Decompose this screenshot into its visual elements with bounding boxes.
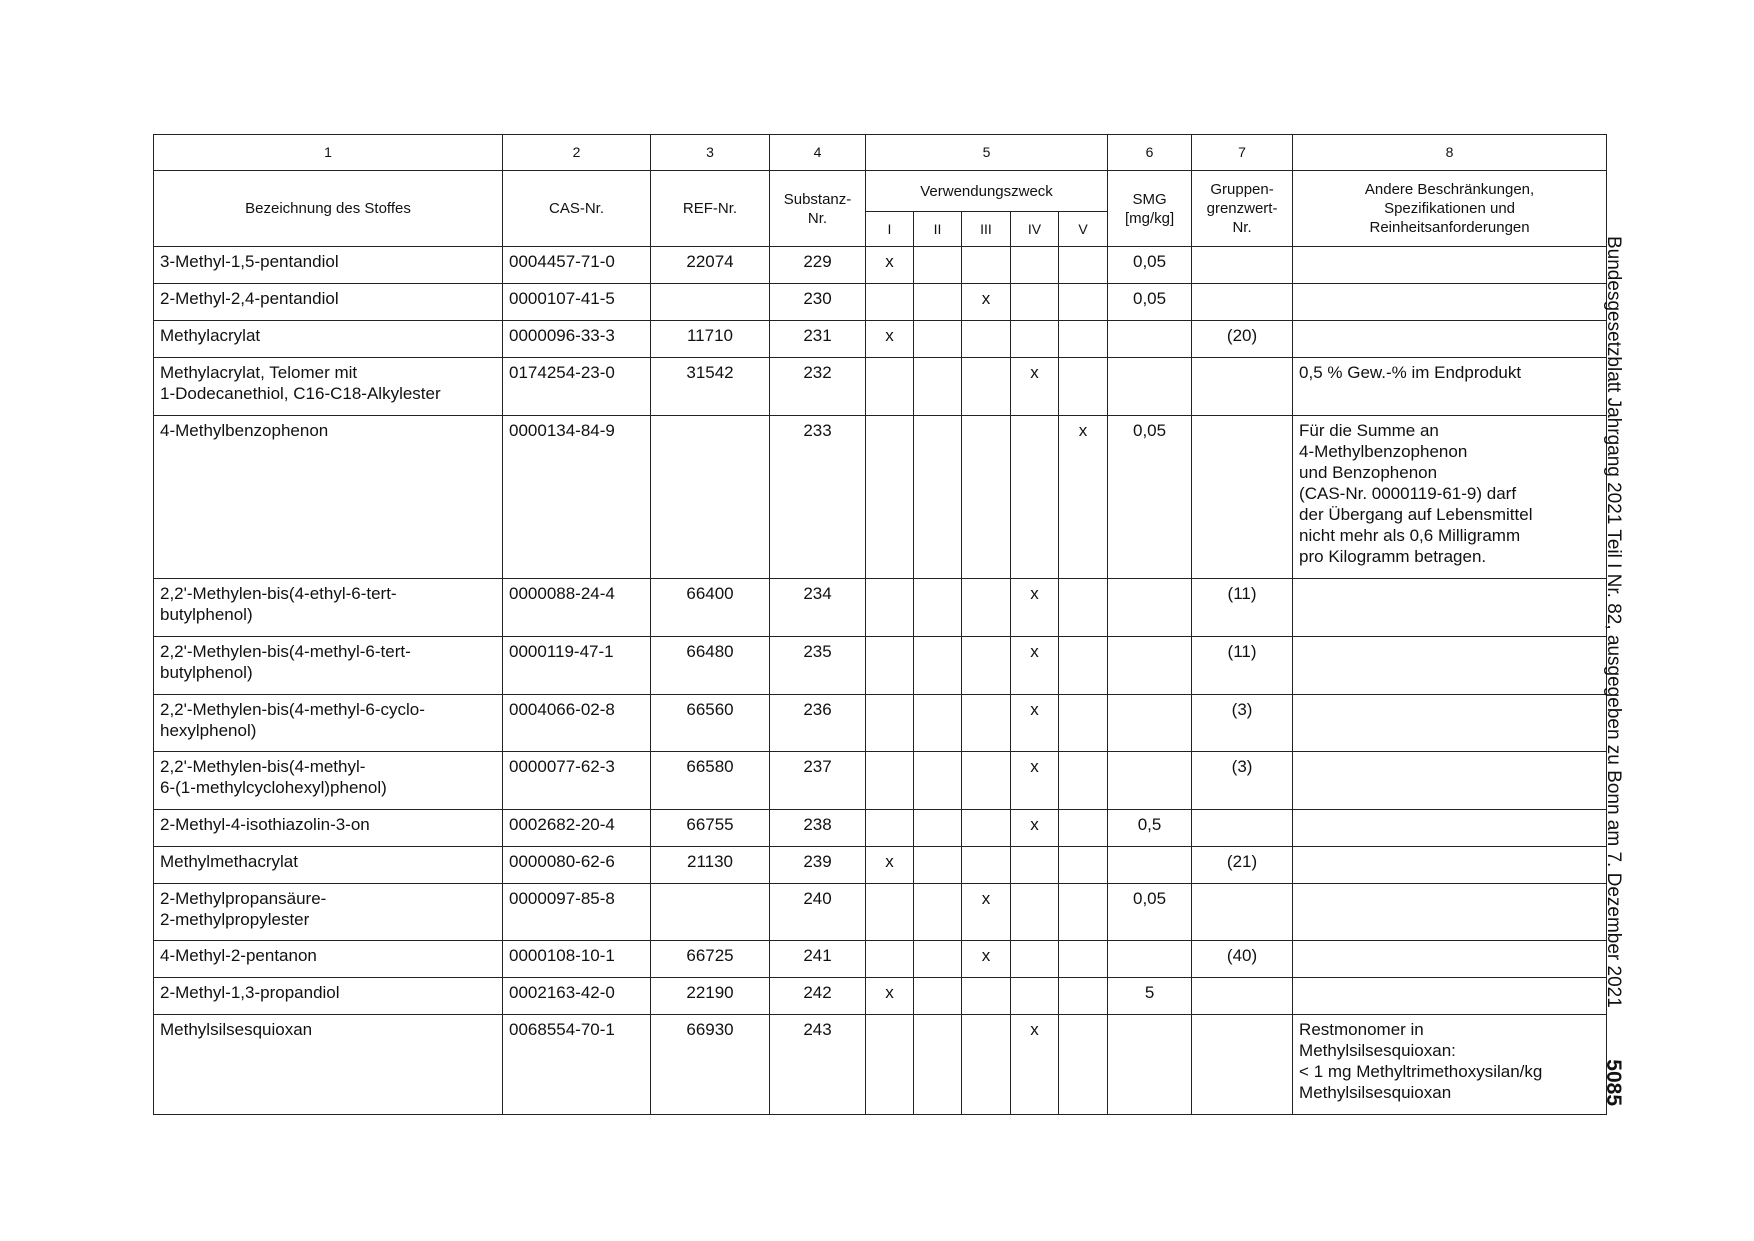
purpose-mark (1059, 847, 1108, 884)
cas-number: 0068554-70-1 (503, 1015, 651, 1115)
other-restrictions (1293, 247, 1607, 284)
smg-value: 0,05 (1108, 247, 1192, 284)
purpose-mark (866, 941, 914, 978)
substance-name: 2-Methyl-1,3-propandiol (154, 978, 503, 1015)
column-number: 2 (503, 135, 651, 171)
purpose-mark: x (1011, 752, 1059, 810)
column-number: 6 (1108, 135, 1192, 171)
group-limit-number (1192, 978, 1293, 1015)
smg-value (1108, 1015, 1192, 1115)
ref-number: 22190 (651, 978, 770, 1015)
purpose-mark (1059, 637, 1108, 695)
header-row (154, 171, 1607, 212)
header-cas: CAS-Nr. (503, 171, 651, 247)
smg-value: 0,05 (1108, 884, 1192, 941)
purpose-mark (914, 884, 962, 941)
cas-number: 0000134-84-9 (503, 416, 651, 579)
purpose-mark (1059, 247, 1108, 284)
purpose-mark (866, 284, 914, 321)
substance-number: 232 (770, 358, 866, 416)
group-limit-number: (11) (1192, 579, 1293, 637)
substances-table (153, 134, 1607, 1115)
other-restrictions (1293, 752, 1607, 810)
other-restrictions (1293, 284, 1607, 321)
purpose-column-header: V (1059, 212, 1108, 247)
column-number: 4 (770, 135, 866, 171)
substance-number: 242 (770, 978, 866, 1015)
purpose-column-header: II (914, 212, 962, 247)
other-restrictions (1293, 637, 1607, 695)
substance-name: 2,2'-Methylen-bis(4-methyl-6-cyclo- hexylphenol) (154, 695, 503, 752)
cas-number: 0000108-10-1 (503, 941, 651, 978)
table-row (154, 810, 1607, 847)
group-limit-number: (3) (1192, 752, 1293, 810)
column-number: 1 (154, 135, 503, 171)
other-restrictions: Für die Summe an 4-Methylbenzophenon und Benzophenon (CAS-Nr. 0000119-61-9) darf der Übergang auf Lebensmittel nicht mehr als 0,6 Milligramm pro Kilogramm betragen. (1293, 416, 1607, 579)
table-row (154, 637, 1607, 695)
table-row (154, 416, 1607, 579)
purpose-mark (914, 579, 962, 637)
purpose-mark: x (1011, 358, 1059, 416)
substance-name: 2,2'-Methylen-bis(4-ethyl-6-tert- butylphenol) (154, 579, 503, 637)
smg-value (1108, 752, 1192, 810)
column-number: 3 (651, 135, 770, 171)
purpose-mark: x (866, 978, 914, 1015)
smg-value (1108, 358, 1192, 416)
header-verwendungszweck: Verwendungszweck (866, 171, 1108, 212)
purpose-mark: x (1011, 1015, 1059, 1115)
purpose-mark: x (1011, 810, 1059, 847)
table-row (154, 847, 1607, 884)
group-limit-number (1192, 810, 1293, 847)
purpose-mark (962, 847, 1011, 884)
header-substanz: Substanz- Nr. (770, 171, 866, 247)
cas-number: 0000096-33-3 (503, 321, 651, 358)
purpose-mark (1011, 284, 1059, 321)
purpose-mark: x (866, 847, 914, 884)
purpose-mark (962, 321, 1011, 358)
other-restrictions (1293, 978, 1607, 1015)
substance-name: 2-Methyl-2,4-pentandiol (154, 284, 503, 321)
table-row (154, 695, 1607, 752)
purpose-mark (866, 752, 914, 810)
smg-value: 0,05 (1108, 284, 1192, 321)
substance-number: 230 (770, 284, 866, 321)
purpose-mark (866, 884, 914, 941)
substance-name: 2,2'-Methylen-bis(4-methyl- 6-(1-methylcyclohexyl)phenol) (154, 752, 503, 810)
purpose-mark (1059, 978, 1108, 1015)
substance-number: 243 (770, 1015, 866, 1115)
group-limit-number: (3) (1192, 695, 1293, 752)
purpose-mark: x (1011, 579, 1059, 637)
purpose-mark (1059, 284, 1108, 321)
substance-name: 4-Methylbenzophenon (154, 416, 503, 579)
cas-number: 0000119-47-1 (503, 637, 651, 695)
cas-number: 0000088-24-4 (503, 579, 651, 637)
substance-name: 4-Methyl-2-pentanon (154, 941, 503, 978)
other-restrictions (1293, 847, 1607, 884)
purpose-mark: x (1011, 695, 1059, 752)
purpose-mark (914, 695, 962, 752)
column-number: 7 (1192, 135, 1293, 171)
group-limit-number (1192, 247, 1293, 284)
other-restrictions (1293, 810, 1607, 847)
ref-number: 66400 (651, 579, 770, 637)
purpose-mark (914, 284, 962, 321)
header-ref: REF-Nr. (651, 171, 770, 247)
ref-number: 66560 (651, 695, 770, 752)
purpose-column-header: IV (1011, 212, 1059, 247)
ref-number (651, 284, 770, 321)
purpose-mark (866, 695, 914, 752)
purpose-mark (1011, 247, 1059, 284)
substance-name: 2-Methylpropansäure- 2-methylpropylester (154, 884, 503, 941)
purpose-mark (914, 847, 962, 884)
substance-name: Methylsilsesquioxan (154, 1015, 503, 1115)
purpose-mark (914, 247, 962, 284)
table-row (154, 978, 1607, 1015)
ref-number: 66725 (651, 941, 770, 978)
other-restrictions: Restmonomer in Methylsilsesquioxan: < 1 mg Methyltrimethoxysilan/kg Methylsilsesquioxan (1293, 1015, 1607, 1115)
purpose-mark (914, 637, 962, 695)
column-number: 8 (1293, 135, 1607, 171)
smg-value (1108, 847, 1192, 884)
purpose-mark (962, 978, 1011, 1015)
other-restrictions (1293, 579, 1607, 637)
purpose-mark (1059, 884, 1108, 941)
ref-number (651, 884, 770, 941)
column-number: 5 (866, 135, 1108, 171)
substance-number: 237 (770, 752, 866, 810)
substance-name: 2,2'-Methylen-bis(4-methyl-6-tert- butylphenol) (154, 637, 503, 695)
other-restrictions (1293, 941, 1607, 978)
publication-title: Bundesgesetzblatt Jahrgang 2021 Teil I Nr. 82, ausgegeben zu Bonn am 7. Dezember 2021 (1603, 236, 1624, 1008)
table-row (154, 941, 1607, 978)
side-running-header (1593, 236, 1633, 1106)
purpose-mark (866, 358, 914, 416)
ref-number: 22074 (651, 247, 770, 284)
group-limit-number (1192, 358, 1293, 416)
purpose-mark (914, 752, 962, 810)
cas-number: 0002682-20-4 (503, 810, 651, 847)
substance-number: 233 (770, 416, 866, 579)
substance-name: Methylmethacrylat (154, 847, 503, 884)
substance-number: 240 (770, 884, 866, 941)
ref-number: 21130 (651, 847, 770, 884)
purpose-mark (1059, 695, 1108, 752)
other-restrictions (1293, 321, 1607, 358)
cas-number: 0004457-71-0 (503, 247, 651, 284)
table-row (154, 579, 1607, 637)
purpose-mark (866, 1015, 914, 1115)
cas-number: 0174254-23-0 (503, 358, 651, 416)
substance-number: 238 (770, 810, 866, 847)
group-limit-number (1192, 1015, 1293, 1115)
purpose-mark (914, 1015, 962, 1115)
ref-number: 11710 (651, 321, 770, 358)
ref-number: 66930 (651, 1015, 770, 1115)
purpose-mark: x (1059, 416, 1108, 579)
smg-value (1108, 695, 1192, 752)
page-number: 5085 (1602, 1059, 1625, 1106)
purpose-mark (962, 416, 1011, 579)
smg-value: 0,05 (1108, 416, 1192, 579)
purpose-mark (962, 637, 1011, 695)
table-row (154, 321, 1607, 358)
purpose-mark: x (866, 247, 914, 284)
header-andere-beschraenkungen: Andere Beschränkungen, Spezifikationen und Reinheitsanforderungen (1293, 171, 1607, 247)
substance-number: 239 (770, 847, 866, 884)
purpose-mark (1011, 321, 1059, 358)
purpose-mark (914, 321, 962, 358)
group-limit-number (1192, 884, 1293, 941)
ref-number: 66755 (651, 810, 770, 847)
substance-number: 234 (770, 579, 866, 637)
substance-number: 236 (770, 695, 866, 752)
purpose-mark (1059, 941, 1108, 978)
purpose-mark: x (962, 284, 1011, 321)
purpose-mark (914, 978, 962, 1015)
group-limit-number: (21) (1192, 847, 1293, 884)
purpose-column-header: I (866, 212, 914, 247)
ref-number: 66480 (651, 637, 770, 695)
cas-number: 0000080-62-6 (503, 847, 651, 884)
purpose-mark (962, 752, 1011, 810)
header-smg: SMG [mg/kg] (1108, 171, 1192, 247)
purpose-mark (962, 810, 1011, 847)
smg-value (1108, 579, 1192, 637)
table-row (154, 752, 1607, 810)
purpose-mark (1059, 579, 1108, 637)
purpose-mark (962, 1015, 1011, 1115)
table-row (154, 884, 1607, 941)
purpose-mark (962, 579, 1011, 637)
purpose-mark (1011, 978, 1059, 1015)
group-limit-number: (11) (1192, 637, 1293, 695)
purpose-mark: x (962, 884, 1011, 941)
column-number-row (154, 135, 1607, 171)
cas-number: 0000077-62-3 (503, 752, 651, 810)
purpose-column-header: III (962, 212, 1011, 247)
substance-number: 241 (770, 941, 866, 978)
purpose-mark (914, 416, 962, 579)
table-row (154, 284, 1607, 321)
table-row (154, 247, 1607, 284)
ref-number (651, 416, 770, 579)
substance-name: 3-Methyl-1,5-pentandiol (154, 247, 503, 284)
header-gruppengrenzwert: Gruppen- grenzwert- Nr. (1192, 171, 1293, 247)
purpose-mark (1011, 847, 1059, 884)
ref-number: 66580 (651, 752, 770, 810)
cas-number: 0004066-02-8 (503, 695, 651, 752)
purpose-mark (866, 579, 914, 637)
other-restrictions: 0,5 % Gew.-% im Endprodukt (1293, 358, 1607, 416)
purpose-mark (914, 810, 962, 847)
purpose-mark (914, 941, 962, 978)
purpose-mark (1059, 752, 1108, 810)
smg-value (1108, 321, 1192, 358)
substance-name: Methylacrylat (154, 321, 503, 358)
purpose-mark (962, 695, 1011, 752)
header-name: Bezeichnung des Stoffes (154, 171, 503, 247)
purpose-mark: x (962, 941, 1011, 978)
purpose-mark: x (1011, 637, 1059, 695)
substance-number: 235 (770, 637, 866, 695)
purpose-mark (914, 358, 962, 416)
substance-number: 231 (770, 321, 866, 358)
purpose-mark (1011, 416, 1059, 579)
smg-value: 0,5 (1108, 810, 1192, 847)
purpose-mark (866, 637, 914, 695)
cas-number: 0000107-41-5 (503, 284, 651, 321)
purpose-mark (866, 416, 914, 579)
ref-number: 31542 (651, 358, 770, 416)
smg-value (1108, 941, 1192, 978)
group-limit-number: (20) (1192, 321, 1293, 358)
purpose-mark (1059, 358, 1108, 416)
smg-value (1108, 637, 1192, 695)
purpose-mark (962, 358, 1011, 416)
purpose-mark (1011, 884, 1059, 941)
substance-name: 2-Methyl-4-isothiazolin-3-on (154, 810, 503, 847)
substance-name: Methylacrylat, Telomer mit 1-Dodecanethiol, C16-C18-Alkylester (154, 358, 503, 416)
table-row (154, 1015, 1607, 1115)
purpose-mark (1059, 321, 1108, 358)
purpose-mark: x (866, 321, 914, 358)
purpose-mark (1011, 941, 1059, 978)
purpose-mark (962, 247, 1011, 284)
group-limit-number (1192, 284, 1293, 321)
purpose-mark (866, 810, 914, 847)
cas-number: 0002163-42-0 (503, 978, 651, 1015)
other-restrictions (1293, 884, 1607, 941)
group-limit-number: (40) (1192, 941, 1293, 978)
group-limit-number (1192, 416, 1293, 579)
cas-number: 0000097-85-8 (503, 884, 651, 941)
table-row (154, 358, 1607, 416)
substance-number: 229 (770, 247, 866, 284)
purpose-mark (1059, 1015, 1108, 1115)
other-restrictions (1293, 695, 1607, 752)
smg-value: 5 (1108, 978, 1192, 1015)
purpose-mark (1059, 810, 1108, 847)
